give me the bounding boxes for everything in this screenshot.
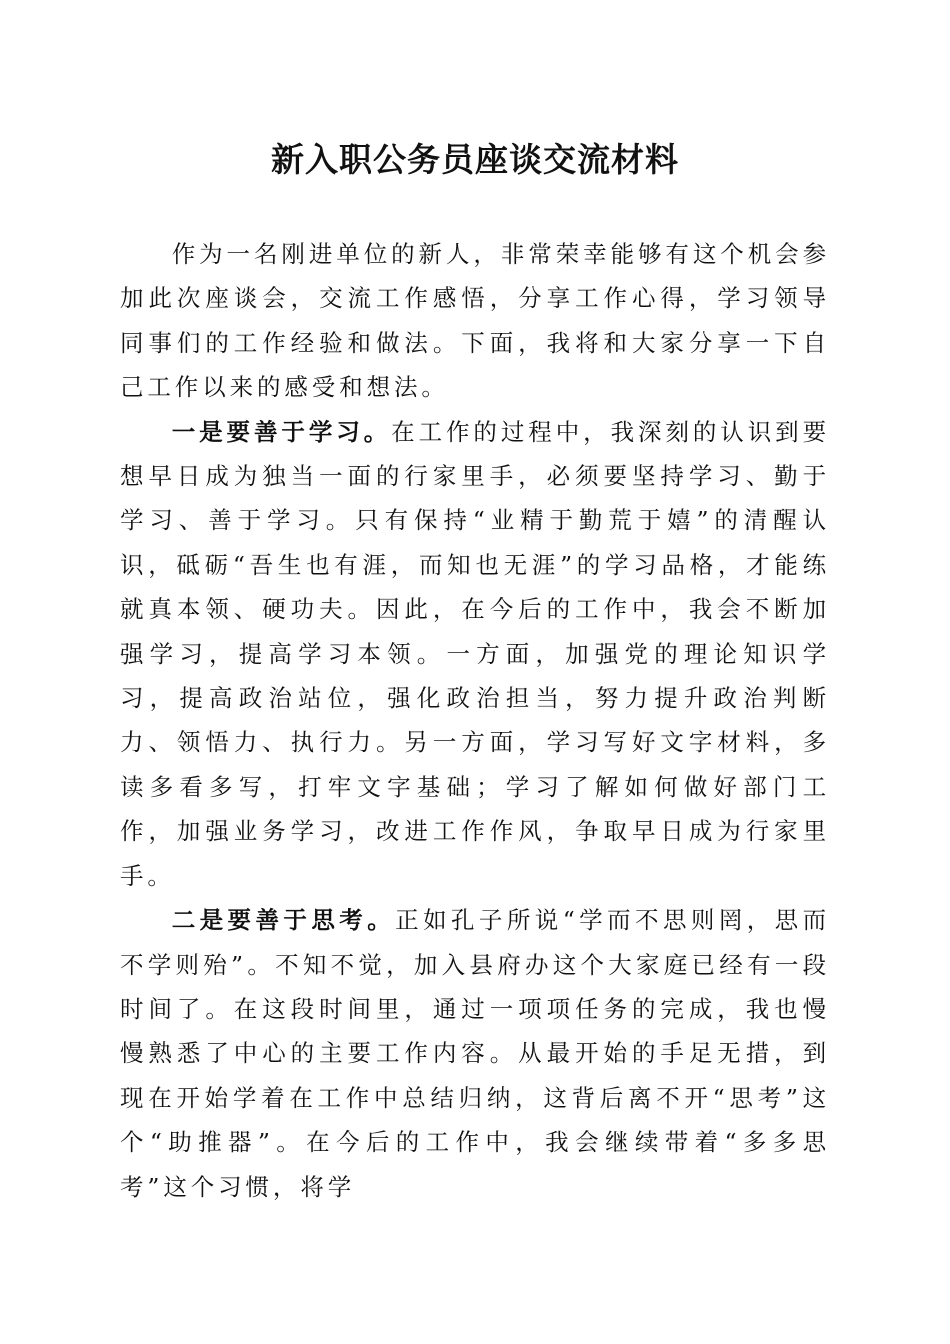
document-title: 新入职公务员座谈交流材料 — [271, 140, 679, 179]
section-2-body: 正如孔子所说“学而不思则罔，思而不学则殆”。不知不觉，加入县府办这个大家庭已经有一段时间了。在这段时间里，通过一项项任务的完成，我也慢慢熟悉了中心的主要工作内容。从最开始的手足无措，到现在开始学着在工作中总结归纳，这背后离不开“思考”这个“助推器”。在今后的工作中，我会继续带着“多多思考”这个习惯，将学 — [120, 906, 831, 1201]
document-body — [120, 232, 830, 1209]
intro-paragraph: 作为一名刚进单位的新人，非常荣幸能够有这个机会参加此次座谈会，交流工作感悟，分享工作心得，学习领导同事们的工作经验和做法。下面，我将和大家分享一下自己工作以来的感受和想法。 — [120, 240, 830, 402]
section-1-body: 在工作的过程中，我深刻的认识到要想早日成为独当一面的行家里手，必须要坚持学习、勤于学习、善于学习。只有保持“业精于勤荒于嬉”的清醒认识，砥砺“吾生也有涯，而知也无涯”的学习品格，才能练就真本领、硬功夫。因此，在今后的工作中，我会不断加强学习，提高学习本领。一方面，加强党的理论知识学习，提高政治站位，强化政治担当，努力提升政治判断力、领悟力、执行力。另一方面，学习写好文字材料，多读多看多写，打牢文字基础；学习了解如何做好部门工作，加强业务学习，改进工作作风，争取早日成为行家里手。 — [120, 417, 830, 890]
section-1-lead: 一是要善于学习。 — [171, 417, 392, 446]
section-2-paragraph — [120, 898, 830, 1209]
section-2-lead: 二是要善于思考。 — [171, 906, 396, 935]
section-1-paragraph — [120, 410, 830, 898]
